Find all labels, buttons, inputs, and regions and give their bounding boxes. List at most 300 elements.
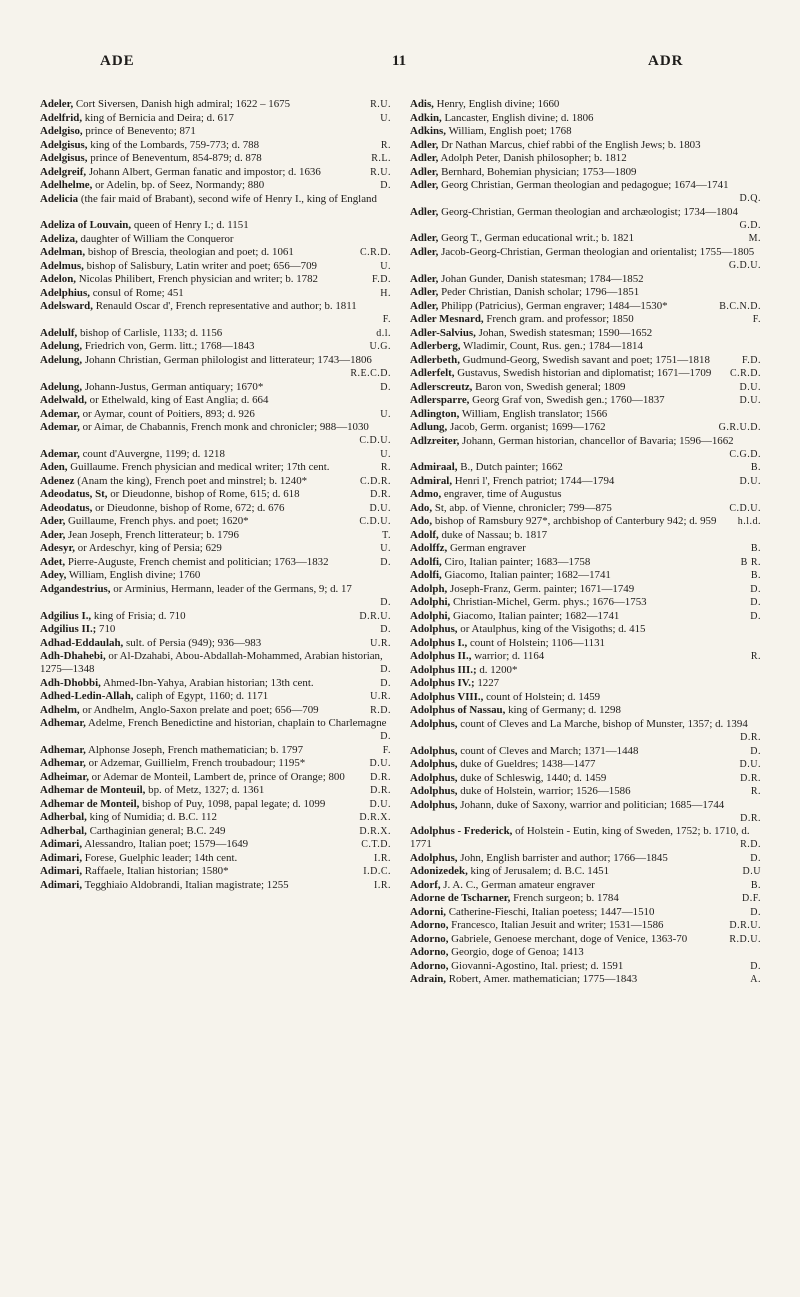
entry-source-abbrev: U. bbox=[380, 543, 391, 555]
entry-body bbox=[410, 502, 654, 514]
entry-body bbox=[410, 394, 707, 406]
entry-body bbox=[410, 892, 661, 904]
entry-text: Giacomo, Italian painter; 1682—1741 bbox=[453, 609, 620, 622]
dictionary-entry bbox=[40, 273, 391, 286]
entry-name: Adlersparre, bbox=[410, 394, 470, 407]
entry-text: count of Holstein; 1106—1131 bbox=[469, 636, 605, 649]
entry-body bbox=[40, 583, 352, 608]
entry-source-abbrev: C.D.U. bbox=[729, 502, 761, 514]
entry-text: Georg Christian, German theologian and pedagogue; 1674—1741 bbox=[441, 179, 729, 191]
entry-body bbox=[40, 529, 281, 541]
dictionary-entry bbox=[410, 488, 761, 501]
dictionary-entry bbox=[410, 246, 761, 272]
entry-name: Ado, bbox=[410, 501, 433, 514]
entry-body bbox=[410, 865, 651, 877]
dictionary-entry bbox=[40, 825, 391, 838]
entry-body bbox=[410, 973, 679, 985]
entry-body bbox=[40, 704, 361, 716]
entry-name: Adey, bbox=[40, 569, 67, 582]
entry-source-abbrev: C.D.R. bbox=[359, 475, 391, 487]
entry-body bbox=[410, 825, 750, 850]
entry-name: Ademar, bbox=[40, 407, 80, 420]
dictionary-entry bbox=[410, 139, 761, 152]
entry-text: William, English translator; 1566 bbox=[461, 407, 608, 420]
entry-source-abbrev: D. bbox=[750, 960, 761, 972]
entry-body bbox=[410, 515, 758, 527]
entry-body bbox=[410, 960, 665, 972]
entry-text: king of Numidia; d. B.C. 112 bbox=[89, 811, 217, 824]
entry-body bbox=[410, 623, 687, 635]
entry-source-abbrev: U. bbox=[380, 448, 391, 460]
entry-text: sult. of Persia (949); 936—983 bbox=[125, 636, 262, 649]
entry-text: Gudmund-Georg, Swedish savant and poet; 1751—1818 bbox=[462, 353, 710, 366]
dictionary-entry bbox=[40, 677, 391, 690]
entry-name: Adhemar de Monteuil, bbox=[40, 784, 146, 797]
entry-name: Adolfi, bbox=[410, 569, 442, 582]
dictionary-entry bbox=[410, 610, 761, 623]
entry-body bbox=[40, 744, 345, 756]
entry-text: d. 1200* bbox=[479, 663, 518, 676]
dictionary-entry bbox=[40, 300, 391, 326]
entry-name: Adorne de Tscharner, bbox=[410, 892, 511, 905]
entry-source-abbrev: D. bbox=[750, 906, 761, 918]
entry-source-abbrev: D.R.X. bbox=[359, 825, 391, 837]
dictionary-entry bbox=[410, 421, 761, 434]
entry-source-abbrev: D.R. bbox=[740, 732, 761, 744]
entry-source-abbrev: B. bbox=[750, 570, 761, 582]
entry-source-abbrev: D.U bbox=[742, 866, 761, 878]
entry-name: Adelwald, bbox=[40, 394, 87, 407]
dictionary-entry bbox=[410, 125, 761, 138]
entry-body bbox=[40, 394, 310, 406]
entry-source-abbrev: U.R. bbox=[370, 637, 391, 649]
dictionary-entry bbox=[410, 206, 761, 232]
entry-body bbox=[40, 273, 360, 285]
entry-name: Adeliza of Louvain, bbox=[40, 219, 132, 232]
dictionary-entry bbox=[40, 98, 391, 111]
entry-body bbox=[40, 502, 326, 514]
entry-name: Adlington, bbox=[410, 407, 460, 420]
dictionary-entry bbox=[40, 260, 391, 273]
entry-name: Adolphus, bbox=[410, 623, 458, 636]
dictionary-entry bbox=[410, 435, 761, 461]
entry-source-abbrev: C.D.U. bbox=[359, 435, 391, 447]
entry-name: Adherbal, bbox=[40, 824, 87, 837]
entry-text: B., Dutch painter; 1662 bbox=[460, 461, 563, 474]
entry-source-abbrev: A. bbox=[750, 974, 761, 986]
entry-name: Adimari, bbox=[40, 865, 83, 878]
entry-body bbox=[40, 233, 276, 245]
entry-name: Adolphus, bbox=[410, 717, 458, 730]
entry-text: bishop of Salisbury, Latin writer and poet; 656—709 bbox=[86, 259, 317, 272]
entry-body bbox=[410, 273, 686, 285]
entry-name: Adenez bbox=[40, 474, 75, 487]
entry-body bbox=[410, 166, 678, 178]
header-left-guide-word: ADE bbox=[100, 53, 135, 69]
entry-name: Adolf, bbox=[410, 528, 439, 541]
entry-body bbox=[40, 623, 157, 635]
entry-text: German engraver bbox=[449, 542, 526, 555]
dictionary-entry bbox=[40, 515, 391, 528]
entry-body bbox=[410, 933, 729, 945]
entry-name: Adelicia bbox=[40, 192, 79, 205]
entry-name: Adelgiso, bbox=[40, 125, 83, 137]
dictionary-entry bbox=[410, 892, 761, 905]
entry-name: Aden, bbox=[40, 461, 68, 474]
entry-source-abbrev: D.U. bbox=[369, 798, 391, 810]
entry-text: or Adzemar, Guillielm, French troubadour; 1195* bbox=[88, 757, 306, 770]
entry-name: Adhad-Eddaulah, bbox=[40, 636, 124, 649]
entry-text: Johan Gunder, Danish statesman; 1784—1852 bbox=[441, 272, 644, 285]
entry-source-abbrev: D.R. bbox=[370, 785, 391, 797]
entry-text: Dr Nathan Marcus, chief rabbi of the English Jews; b. 1803 bbox=[441, 138, 701, 151]
entry-name: Adler, bbox=[410, 286, 439, 299]
entry-name: Admo, bbox=[410, 488, 442, 501]
entry-text: Adolph Peter, Danish philosopher; b. 1812 bbox=[440, 152, 627, 164]
dictionary-entry bbox=[40, 448, 391, 461]
entry-body bbox=[410, 785, 673, 797]
entry-body bbox=[40, 421, 369, 446]
entry-text: duke of Gueldres; 1438—1477 bbox=[460, 758, 596, 771]
entry-text: or Ethelwald, king of East Anglia; d. 664 bbox=[89, 394, 269, 407]
entry-body bbox=[410, 772, 648, 784]
entry-text: Nicolas Philibert, French physician and writer; b. 1782 bbox=[78, 273, 318, 286]
entry-text: 710 bbox=[99, 623, 116, 636]
dictionary-entry bbox=[410, 919, 761, 932]
entry-source-abbrev: C.R.D. bbox=[359, 247, 391, 259]
entry-source-abbrev: D.U. bbox=[739, 759, 761, 771]
entry-source-abbrev: D. bbox=[380, 664, 391, 676]
dictionary-entry bbox=[410, 98, 761, 111]
dictionary-entry bbox=[40, 166, 391, 179]
entry-text: queen of Henry I.; d. 1151 bbox=[133, 219, 249, 232]
entry-text: or Ataulphus, king of the Visigoths; d. 415 bbox=[460, 623, 646, 636]
dictionary-entry bbox=[410, 650, 761, 663]
entry-source-abbrev: D.U. bbox=[369, 502, 391, 514]
entry-source-abbrev: R.D. bbox=[370, 704, 391, 716]
entry-source-abbrev: I.R. bbox=[374, 852, 391, 864]
dictionary-entry bbox=[410, 677, 761, 690]
entry-name: Adler, bbox=[410, 272, 439, 285]
entry-body bbox=[410, 718, 748, 743]
entry-source-abbrev: R.D. bbox=[740, 839, 761, 851]
entry-name: Adolphi, bbox=[410, 609, 451, 622]
dictionary-entry bbox=[410, 825, 761, 851]
entry-source-abbrev: D. bbox=[750, 610, 761, 622]
dictionary-entry bbox=[40, 623, 391, 636]
entry-source-abbrev: U. bbox=[380, 260, 391, 272]
entry-body bbox=[410, 664, 559, 676]
entry-body bbox=[40, 515, 291, 527]
entry-body bbox=[410, 542, 568, 554]
entry-name: Adonizedek, bbox=[410, 865, 468, 878]
dictionary-entry bbox=[410, 166, 761, 179]
dictionary-entry bbox=[40, 529, 391, 542]
left-column bbox=[40, 98, 391, 892]
entry-source-abbrev: d.l. bbox=[376, 327, 391, 339]
entry-source-abbrev: G.D.U. bbox=[728, 260, 761, 272]
entry-name: Adelung, bbox=[40, 353, 83, 366]
entry-body bbox=[410, 799, 724, 824]
entry-text: William, English divine; 1760 bbox=[68, 569, 201, 582]
entry-source-abbrev: D. bbox=[750, 745, 761, 757]
dictionary-entry bbox=[40, 879, 391, 892]
entry-body bbox=[410, 556, 632, 568]
entry-name: Adler-Salvius, bbox=[410, 326, 476, 339]
entry-name: Adolphus, bbox=[410, 744, 458, 757]
dictionary-entry bbox=[410, 691, 761, 704]
entry-text: Georg Graf von, Swedish gen.; 1760—1837 bbox=[472, 394, 665, 407]
entry-text: Giacomo, Italian painter; 1682—1741 bbox=[444, 569, 611, 582]
dictionary-entry bbox=[410, 354, 761, 367]
entry-name: Adolphus - Frederick, bbox=[410, 825, 513, 838]
entry-name: Ademar, bbox=[40, 447, 80, 460]
entry-body bbox=[410, 112, 636, 124]
entry-name: Adlerbeth, bbox=[410, 353, 460, 366]
dictionary-entry bbox=[40, 152, 391, 165]
dictionary-entry bbox=[410, 718, 761, 744]
dictionary-entry bbox=[40, 771, 391, 784]
entry-name: Adolphus, bbox=[410, 798, 458, 811]
dictionary-entry bbox=[410, 152, 761, 165]
entry-text: Adelme, French Benedictine and historian, chaplain to Charlemagne bbox=[88, 717, 387, 730]
entry-source-abbrev: D. bbox=[750, 597, 761, 609]
entry-name: Adorno, bbox=[410, 932, 449, 945]
entry-text: count d'Auvergne, 1199; d. 1218 bbox=[82, 447, 225, 460]
dictionary-entry bbox=[40, 354, 391, 380]
entry-source-abbrev: D. bbox=[380, 381, 391, 393]
entry-text: duke of Holstein, warrior; 1526—1586 bbox=[460, 785, 631, 798]
entry-name: Adorf, bbox=[410, 878, 441, 891]
dictionary-entry bbox=[40, 502, 391, 515]
dictionary-entry bbox=[410, 286, 761, 299]
entry-body bbox=[40, 300, 357, 325]
entry-text: Giovanni-Agostino, Ital. priest; d. 1591 bbox=[451, 959, 624, 972]
dictionary-entry bbox=[40, 838, 391, 851]
entry-text: or Ademar de Monteil, Lambert de, prince of Orange; 800 bbox=[91, 770, 345, 783]
dictionary-entry bbox=[410, 865, 761, 878]
entry-source-abbrev: D. bbox=[750, 852, 761, 864]
entry-name: Adler, bbox=[410, 165, 439, 178]
entry-body bbox=[40, 610, 228, 622]
entry-name: Adelung, bbox=[40, 340, 83, 353]
entry-name: Adesyr, bbox=[40, 542, 75, 555]
entry-name: Adeler, bbox=[40, 98, 74, 110]
dictionary-entry bbox=[40, 637, 391, 650]
entry-body bbox=[40, 152, 304, 164]
dictionary-entry bbox=[410, 232, 761, 245]
entry-body bbox=[410, 745, 680, 757]
entry-name: Adolphus III.; bbox=[410, 663, 477, 676]
dictionary-entry bbox=[410, 556, 761, 569]
entry-text: Alphonse Joseph, French mathematician; b. 1797 bbox=[88, 743, 304, 756]
entry-name: Adolphus of Nassau, bbox=[410, 704, 506, 717]
entry-text: French surgeon; b. 1784 bbox=[513, 892, 619, 905]
entry-text: (Anam the king), French poet and minstrel; b. 1240* bbox=[77, 474, 308, 487]
dictionary-entry bbox=[410, 340, 761, 353]
dictionary-entry bbox=[40, 798, 391, 811]
entry-name: Adkin, bbox=[410, 111, 442, 124]
dictionary-entry bbox=[40, 569, 391, 582]
dictionary-entry bbox=[40, 179, 391, 192]
entry-source-abbrev: U.G. bbox=[369, 341, 391, 353]
dictionary-entry bbox=[410, 637, 761, 650]
entry-text: Catherine-Fieschi, Italian poetess; 1447—1510 bbox=[448, 905, 655, 918]
entry-name: Adeliza, bbox=[40, 232, 78, 245]
entry-source-abbrev: D.Q. bbox=[739, 193, 761, 205]
entry-body bbox=[40, 98, 332, 110]
entry-name: Adolphus II., bbox=[410, 650, 472, 663]
dictionary-entry bbox=[410, 596, 761, 609]
entry-text: or Adelin, bp. of Seez, Normandy; 880 bbox=[95, 179, 265, 191]
entry-name: Adolphus, bbox=[410, 851, 458, 864]
dictionary-entry bbox=[40, 690, 391, 703]
dictionary-entry bbox=[410, 933, 761, 946]
entry-source-abbrev: G.D. bbox=[739, 219, 761, 231]
entry-body bbox=[40, 637, 303, 649]
dictionary-entry bbox=[410, 758, 761, 771]
entry-body bbox=[40, 125, 238, 137]
entry-source-abbrev: h.l.d. bbox=[737, 516, 761, 528]
entry-name: Adolphus, bbox=[410, 758, 458, 771]
dictionary-entry bbox=[40, 610, 391, 623]
entry-name: Adorno, bbox=[410, 959, 449, 972]
entry-name: Adler, bbox=[410, 138, 439, 151]
entry-name: Adorni, bbox=[410, 905, 447, 918]
entry-text: Jacob-Georg-Christian, German theologian and orientalist; 1755—1805 bbox=[441, 245, 755, 258]
entry-text: bishop of Brescia, theologian and poet; d. 1061 bbox=[87, 246, 294, 259]
entry-body bbox=[410, 152, 669, 164]
entry-source-abbrev: R.L. bbox=[371, 153, 391, 164]
dictionary-entry bbox=[40, 408, 391, 421]
entry-source-abbrev: R. bbox=[380, 139, 391, 151]
dictionary-entry bbox=[40, 381, 391, 394]
dictionary-entry bbox=[410, 664, 761, 677]
entry-name: Admiral, bbox=[410, 474, 453, 487]
entry-body bbox=[40, 717, 387, 742]
entry-name: Adlerberg, bbox=[410, 340, 461, 353]
entry-body bbox=[410, 354, 752, 366]
entry-text: Wladimir, Count, Rus. gen.; 1784—1814 bbox=[463, 340, 643, 353]
dictionary-entry bbox=[410, 946, 761, 959]
entry-text: Renauld Oscar d', French representative and author; b. 1811 bbox=[95, 300, 357, 313]
entry-body bbox=[410, 98, 601, 110]
entry-text: Tegghiaio Aldobrandi, Italian magistrate; 1255 bbox=[84, 878, 289, 891]
entry-source-abbrev: D. bbox=[380, 624, 391, 636]
entry-name: Adhed-Ledin-Allah, bbox=[40, 690, 134, 703]
entry-body bbox=[40, 757, 347, 769]
entry-source-abbrev: D. bbox=[380, 731, 391, 743]
entry-body bbox=[40, 825, 267, 837]
dictionary-entry bbox=[40, 112, 391, 125]
entry-name: Adhemar de Monteil, bbox=[40, 797, 140, 810]
entry-source-abbrev: C.T.D. bbox=[361, 839, 391, 851]
entry-source-abbrev: D.U. bbox=[739, 475, 761, 487]
entry-body bbox=[410, 906, 696, 918]
entry-text: or Al-Dzahabi, Abou-Abdallah-Mohammed, Arabian historian, 1275—1348 bbox=[40, 650, 383, 676]
entry-source-abbrev: D. bbox=[380, 556, 391, 568]
entry-body bbox=[410, 408, 649, 420]
dictionary-entry bbox=[410, 960, 761, 973]
entry-text: king of the Lombards, 759-773; d. 788 bbox=[90, 138, 260, 151]
dictionary-entry bbox=[40, 542, 391, 555]
entry-name: Adolphus IV.; bbox=[410, 677, 475, 690]
entry-source-abbrev: F.D. bbox=[742, 354, 761, 366]
dictionary-entry bbox=[410, 327, 761, 340]
entry-body bbox=[410, 946, 626, 958]
entry-body bbox=[40, 327, 264, 339]
entry-body bbox=[40, 650, 383, 675]
entry-text: Johan, Swedish statesman; 1590—1652 bbox=[478, 326, 653, 339]
dictionary-entry bbox=[410, 799, 761, 825]
dictionary-entry bbox=[410, 515, 761, 528]
entry-text: count of Cleves and La Marche, bishop of Munster, 1357; d. 1394 bbox=[460, 717, 748, 730]
dictionary-entry bbox=[40, 650, 391, 676]
entry-body bbox=[410, 637, 647, 649]
entry-body bbox=[40, 219, 291, 231]
entry-name: Adhemar, bbox=[40, 743, 86, 756]
dictionary-entry bbox=[40, 246, 391, 259]
entry-body bbox=[40, 166, 363, 178]
entry-source-abbrev: F. bbox=[752, 314, 761, 326]
entry-body bbox=[410, 286, 681, 298]
entry-body bbox=[40, 260, 359, 272]
entry-name: Admiraal, bbox=[410, 461, 458, 474]
entry-name: Adolphus VIII., bbox=[410, 690, 484, 703]
dictionary-entry bbox=[410, 461, 761, 474]
entry-body bbox=[40, 677, 356, 689]
entry-name: Adgilius II.; bbox=[40, 623, 97, 636]
entry-name: Adis, bbox=[410, 98, 434, 110]
entry-text: count of Holstein; d. 1459 bbox=[486, 690, 601, 703]
entry-text: king of Bernicia and Deira; d. 617 bbox=[84, 111, 234, 124]
entry-source-abbrev: D. bbox=[380, 597, 391, 609]
entry-source-abbrev: F. bbox=[382, 744, 391, 756]
entry-name: Adolphi, bbox=[410, 596, 451, 609]
entry-text: bp. of Metz, 1327; d. 1361 bbox=[148, 784, 265, 797]
entry-text: Johann, German historian, chancellor of Bavaria; 1596—1662 bbox=[462, 434, 734, 447]
entry-name: Adelgisus, bbox=[40, 138, 88, 151]
entry-name: Adet, bbox=[40, 555, 66, 568]
dictionary-entry bbox=[410, 852, 761, 865]
entry-body bbox=[40, 408, 297, 420]
dictionary-entry bbox=[410, 502, 761, 515]
entry-name: Adelulf, bbox=[40, 326, 78, 339]
entry-text: or Andhelm, Anglo-Saxon prelate and poet; 656—709 bbox=[82, 703, 319, 716]
entry-source-abbrev: R. bbox=[750, 786, 761, 798]
entry-body bbox=[410, 300, 710, 312]
entry-name: Adler, bbox=[410, 232, 439, 245]
entry-text: Peder Christian, Danish scholar; 1796—1851 bbox=[441, 286, 640, 299]
entry-body bbox=[410, 852, 710, 864]
entry-source-abbrev: U. bbox=[380, 408, 391, 420]
entry-body bbox=[40, 193, 377, 218]
entry-source-abbrev: D.U. bbox=[739, 381, 761, 393]
right-column bbox=[410, 98, 761, 987]
entry-body bbox=[40, 798, 367, 810]
entry-text: caliph of Egypt, 1160; d. 1171 bbox=[136, 690, 269, 703]
page-number: 11 bbox=[392, 53, 407, 69]
entry-name: Ado, bbox=[410, 515, 433, 528]
entry-name: Adelhelme, bbox=[40, 179, 93, 191]
entry-body bbox=[40, 448, 267, 460]
entry-name: Adgandestrius, bbox=[40, 582, 111, 595]
entry-text: Jean Joseph, French litterateur; b. 1796 bbox=[68, 528, 239, 541]
entry-source-abbrev: D. bbox=[380, 180, 391, 191]
entry-body bbox=[40, 771, 387, 783]
entry-body bbox=[410, 327, 694, 339]
entry-body bbox=[40, 784, 306, 796]
